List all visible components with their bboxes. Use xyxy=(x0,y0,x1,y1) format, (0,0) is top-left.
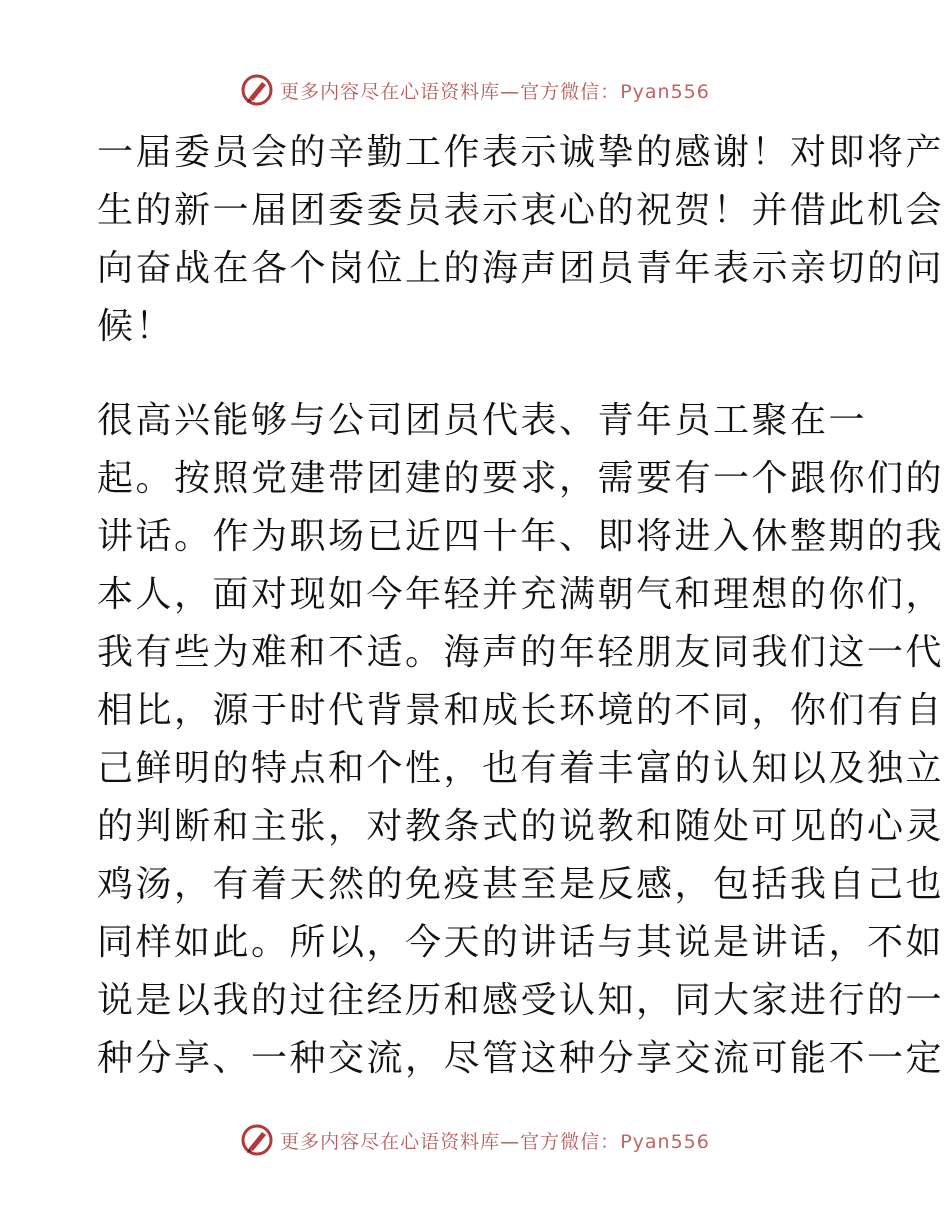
header-banner-main: 更多内容尽在心语资料库 xyxy=(280,80,501,103)
footer-banner-wechat-label: 官方微信： xyxy=(520,1130,621,1153)
pen-logo-icon xyxy=(240,73,274,107)
text-line: 我有些为难和不适。海声的年轻朋友同我们这一代 xyxy=(97,632,945,673)
text-line: 很高兴能够与公司团员代表、青年员工聚在一 xyxy=(97,400,868,441)
paragraph-2 xyxy=(97,392,945,1088)
footer-banner-separator: — xyxy=(500,1130,521,1153)
pen-logo-icon xyxy=(240,1123,274,1157)
text-line: 起。按照党建带团建的要求，需要有一个跟你们的 xyxy=(97,458,945,499)
header-banner-text xyxy=(280,77,710,104)
text-line: 候！ xyxy=(97,306,175,347)
text-line: 种分享、一种交流，尽管这种分享交流可能不一定 xyxy=(97,1038,945,1079)
text-line: 本人，面对现如今年轻并充满朝气和理想的你们， xyxy=(97,574,945,615)
footer-banner-wechat-id: Pyan556 xyxy=(620,1130,710,1153)
text-line: 向奋战在各个岗位上的海声团员青年表示亲切的问 xyxy=(97,248,945,289)
text-line: 同样如此。所以，今天的讲话与其说是讲话，不如 xyxy=(97,922,945,963)
header-banner-wechat-label: 官方微信： xyxy=(520,80,621,103)
text-line: 己鲜明的特点和个性，也有着丰富的认知以及独立 xyxy=(97,748,945,789)
text-line: 生的新一届团委委员表示衷心的祝贺！并借此机会 xyxy=(97,190,945,231)
paragraph-spacer xyxy=(97,356,857,392)
footer-banner-main: 更多内容尽在心语资料库 xyxy=(280,1130,501,1153)
document-body xyxy=(97,124,945,1088)
text-line: 讲话。作为职场已近四十年、即将进入休整期的我 xyxy=(97,516,945,557)
text-line: 鸡汤，有着天然的免疫甚至是反感，包括我自己也 xyxy=(97,864,945,905)
header-banner xyxy=(0,70,950,110)
text-line: 一届委员会的辛勤工作表示诚挚的感谢！对即将产 xyxy=(97,132,945,173)
text-line: 说是以我的过往经历和感受认知，同大家进行的一 xyxy=(97,980,945,1021)
footer-banner-text xyxy=(280,1127,710,1154)
footer-banner xyxy=(0,1120,950,1160)
header-banner-separator: — xyxy=(500,80,521,103)
text-line: 相比，源于时代背景和成长环境的不同，你们有自 xyxy=(97,690,945,731)
paragraph-1 xyxy=(97,124,945,356)
header-banner-wechat-id: Pyan556 xyxy=(620,80,710,103)
text-line: 的判断和主张，对教条式的说教和随处可见的心灵 xyxy=(97,806,945,847)
